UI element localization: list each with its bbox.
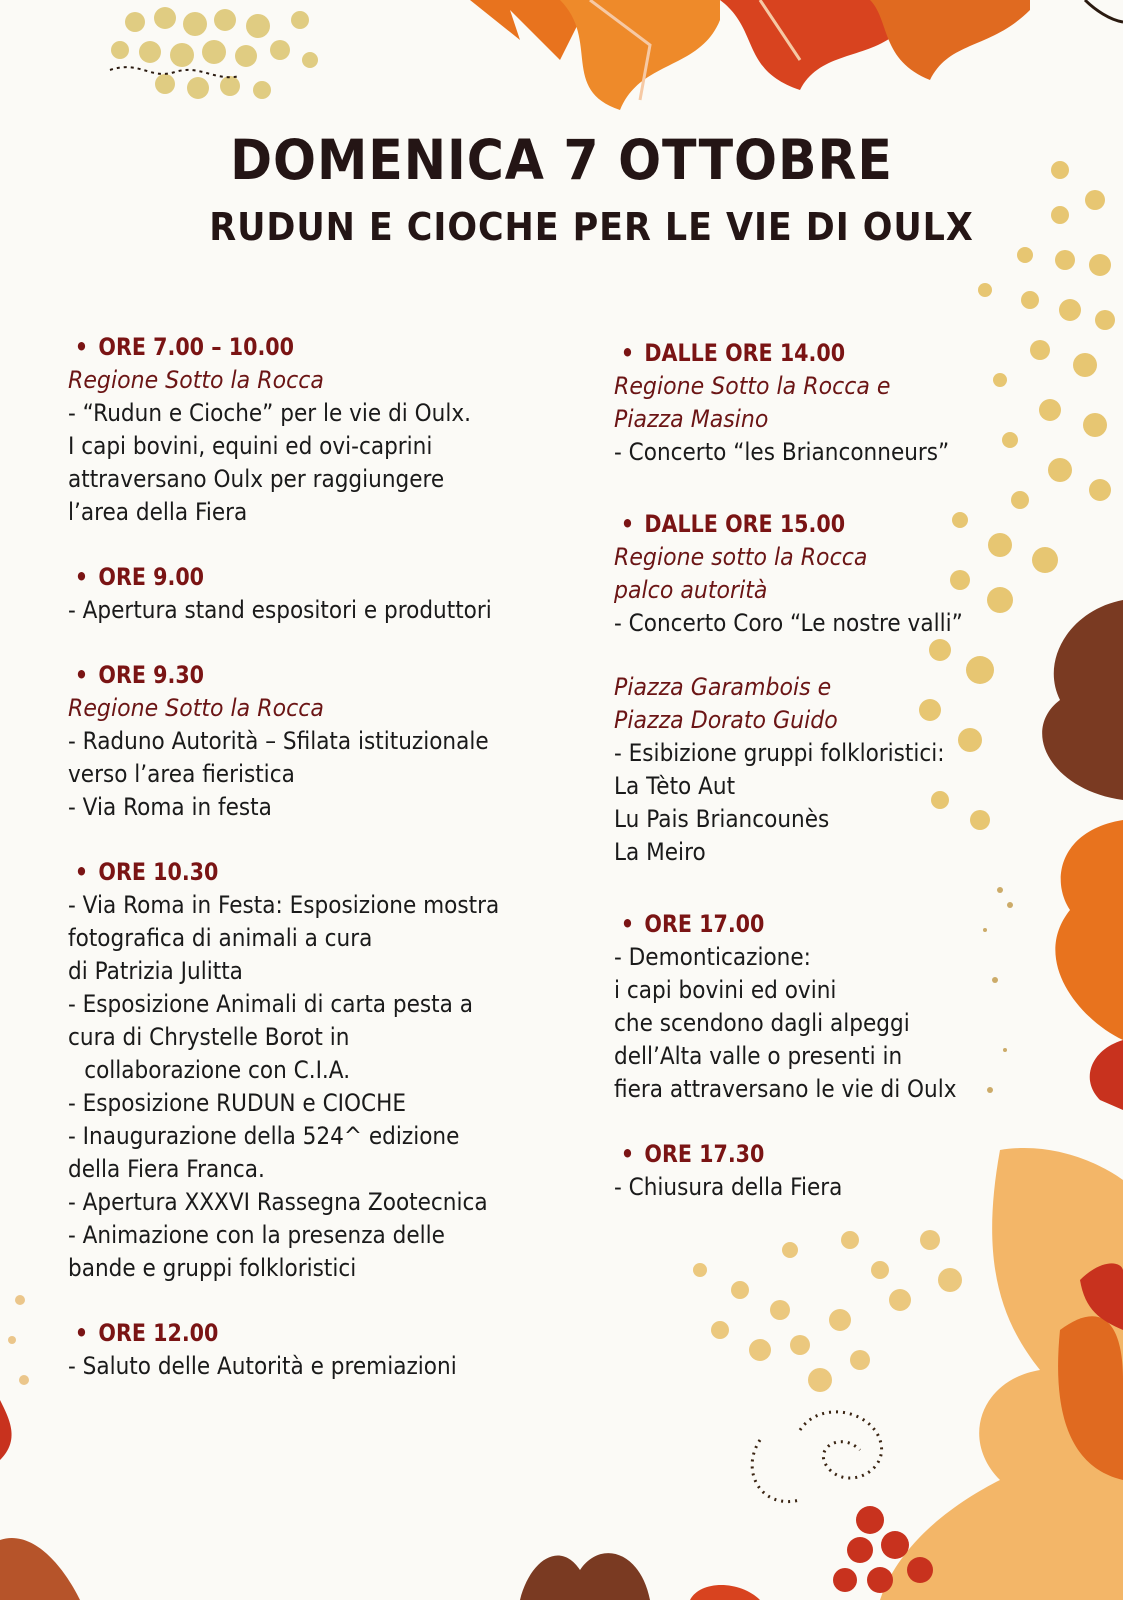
event-block xyxy=(614,336,1034,469)
event-place: palco autorità xyxy=(614,576,768,604)
event-line: - Via Roma in festa xyxy=(68,793,272,821)
event-line: - Apertura XXXVI Rassegna Zootecnica xyxy=(68,1188,488,1216)
event-line: - Chiusura della Fiera xyxy=(614,1173,843,1201)
bullet-icon: • xyxy=(74,563,89,591)
event-line: - Concerto Coro “Le nostre valli” xyxy=(614,609,963,637)
event-block xyxy=(68,1316,588,1383)
event-block xyxy=(68,560,588,627)
schedule-right-column xyxy=(614,336,1034,1235)
event-line: - Saluto delle Autorità e premiazioni xyxy=(68,1352,457,1380)
event-time: • ORE 10.30 xyxy=(74,858,219,886)
event-time: • DALLE ORE 14.00 xyxy=(620,339,846,367)
event-line: cura di Chrystelle Borot in xyxy=(68,1023,350,1051)
event-line: Lu Pais Briancounès xyxy=(614,805,830,833)
schedule-left-column xyxy=(68,330,588,1414)
event-line: i capi bovini ed ovini xyxy=(614,976,837,1004)
event-line: - Esposizione RUDUN e CIOCHE xyxy=(68,1089,407,1117)
event-line: - Esposizione Animali di carta pesta a xyxy=(68,990,473,1018)
event-time: • ORE 17.00 xyxy=(620,910,765,938)
page-title: DOMENICA 7 OTTOBRE xyxy=(230,128,893,192)
event-time: • ORE 9.00 xyxy=(74,563,205,591)
event-block xyxy=(68,658,588,824)
page-subtitle: RUDUN E CIOCHE PER LE VIE DI OULX xyxy=(209,205,974,249)
event-line: - Animazione con la presenza delle xyxy=(68,1221,445,1249)
event-line: che scendono dagli alpeggi xyxy=(614,1009,910,1037)
bullet-icon: • xyxy=(620,910,635,938)
event-block xyxy=(614,671,1034,869)
event-line: l’area della Fiera xyxy=(68,498,248,526)
event-line: La Meiro xyxy=(614,838,706,866)
event-line: - Inaugurazione della 524^ edizione xyxy=(68,1122,460,1150)
event-time: • DALLE ORE 15.00 xyxy=(620,510,846,538)
event-place: Regione Sotto la Rocca xyxy=(68,366,324,394)
event-line: fotografica di animali a cura xyxy=(68,924,373,952)
event-line: - “Rudun e Cioche” per le vie di Oulx. xyxy=(68,399,472,427)
event-time: • ORE 17.30 xyxy=(620,1140,765,1168)
bullet-icon: • xyxy=(74,661,89,689)
bullet-icon: • xyxy=(74,1319,89,1347)
event-time: • ORE 12.00 xyxy=(74,1319,219,1347)
event-line: bande e gruppi folkloristici xyxy=(68,1254,357,1282)
event-time: • ORE 9.30 xyxy=(74,661,205,689)
bullet-icon: • xyxy=(620,1140,635,1168)
event-line: di Patrizia Julitta xyxy=(68,957,243,985)
event-line: della Fiera Franca. xyxy=(68,1155,265,1183)
event-line: collaborazione con C.I.A. xyxy=(84,1056,351,1084)
event-line: - Apertura stand espositori e produttori xyxy=(68,596,492,624)
event-block xyxy=(614,507,1034,640)
event-place: Regione Sotto la Rocca xyxy=(68,694,324,722)
event-block xyxy=(614,1137,1034,1204)
event-line: - Concerto “les Brianconneurs” xyxy=(614,438,950,466)
event-block xyxy=(68,330,588,529)
event-line: La Tèto Aut xyxy=(614,772,736,800)
bullet-icon: • xyxy=(620,510,635,538)
bullet-icon: • xyxy=(620,339,635,367)
event-line: - Raduno Autorità – Sfilata istituzionale xyxy=(68,727,489,755)
bullet-icon: • xyxy=(74,858,89,886)
event-line: fiera attraversano le vie di Oulx xyxy=(614,1075,957,1103)
event-line: - Esibizione gruppi folkloristici: xyxy=(614,739,945,767)
event-line: dell’Alta valle o presenti in xyxy=(614,1042,903,1070)
event-block xyxy=(68,855,588,1285)
event-line: I capi bovini, equini ed ovi-caprini xyxy=(68,432,433,460)
event-line: - Via Roma in Festa: Esposizione mostra xyxy=(68,891,500,919)
event-line: attraversano Oulx per raggiungere xyxy=(68,465,445,493)
event-place: Piazza Garambois e xyxy=(614,673,832,701)
event-place: Regione sotto la Rocca xyxy=(614,543,868,571)
event-time: • ORE 7.00 – 10.00 xyxy=(74,333,295,361)
event-block xyxy=(614,907,1034,1106)
bullet-icon: • xyxy=(74,333,89,361)
event-place: Piazza Dorato Guido xyxy=(614,706,838,734)
event-line: - Demonticazione: xyxy=(614,943,811,971)
event-place: Piazza Masino xyxy=(614,405,769,433)
event-place: Regione Sotto la Rocca e xyxy=(614,372,891,400)
event-line: verso l’area fieristica xyxy=(68,760,295,788)
